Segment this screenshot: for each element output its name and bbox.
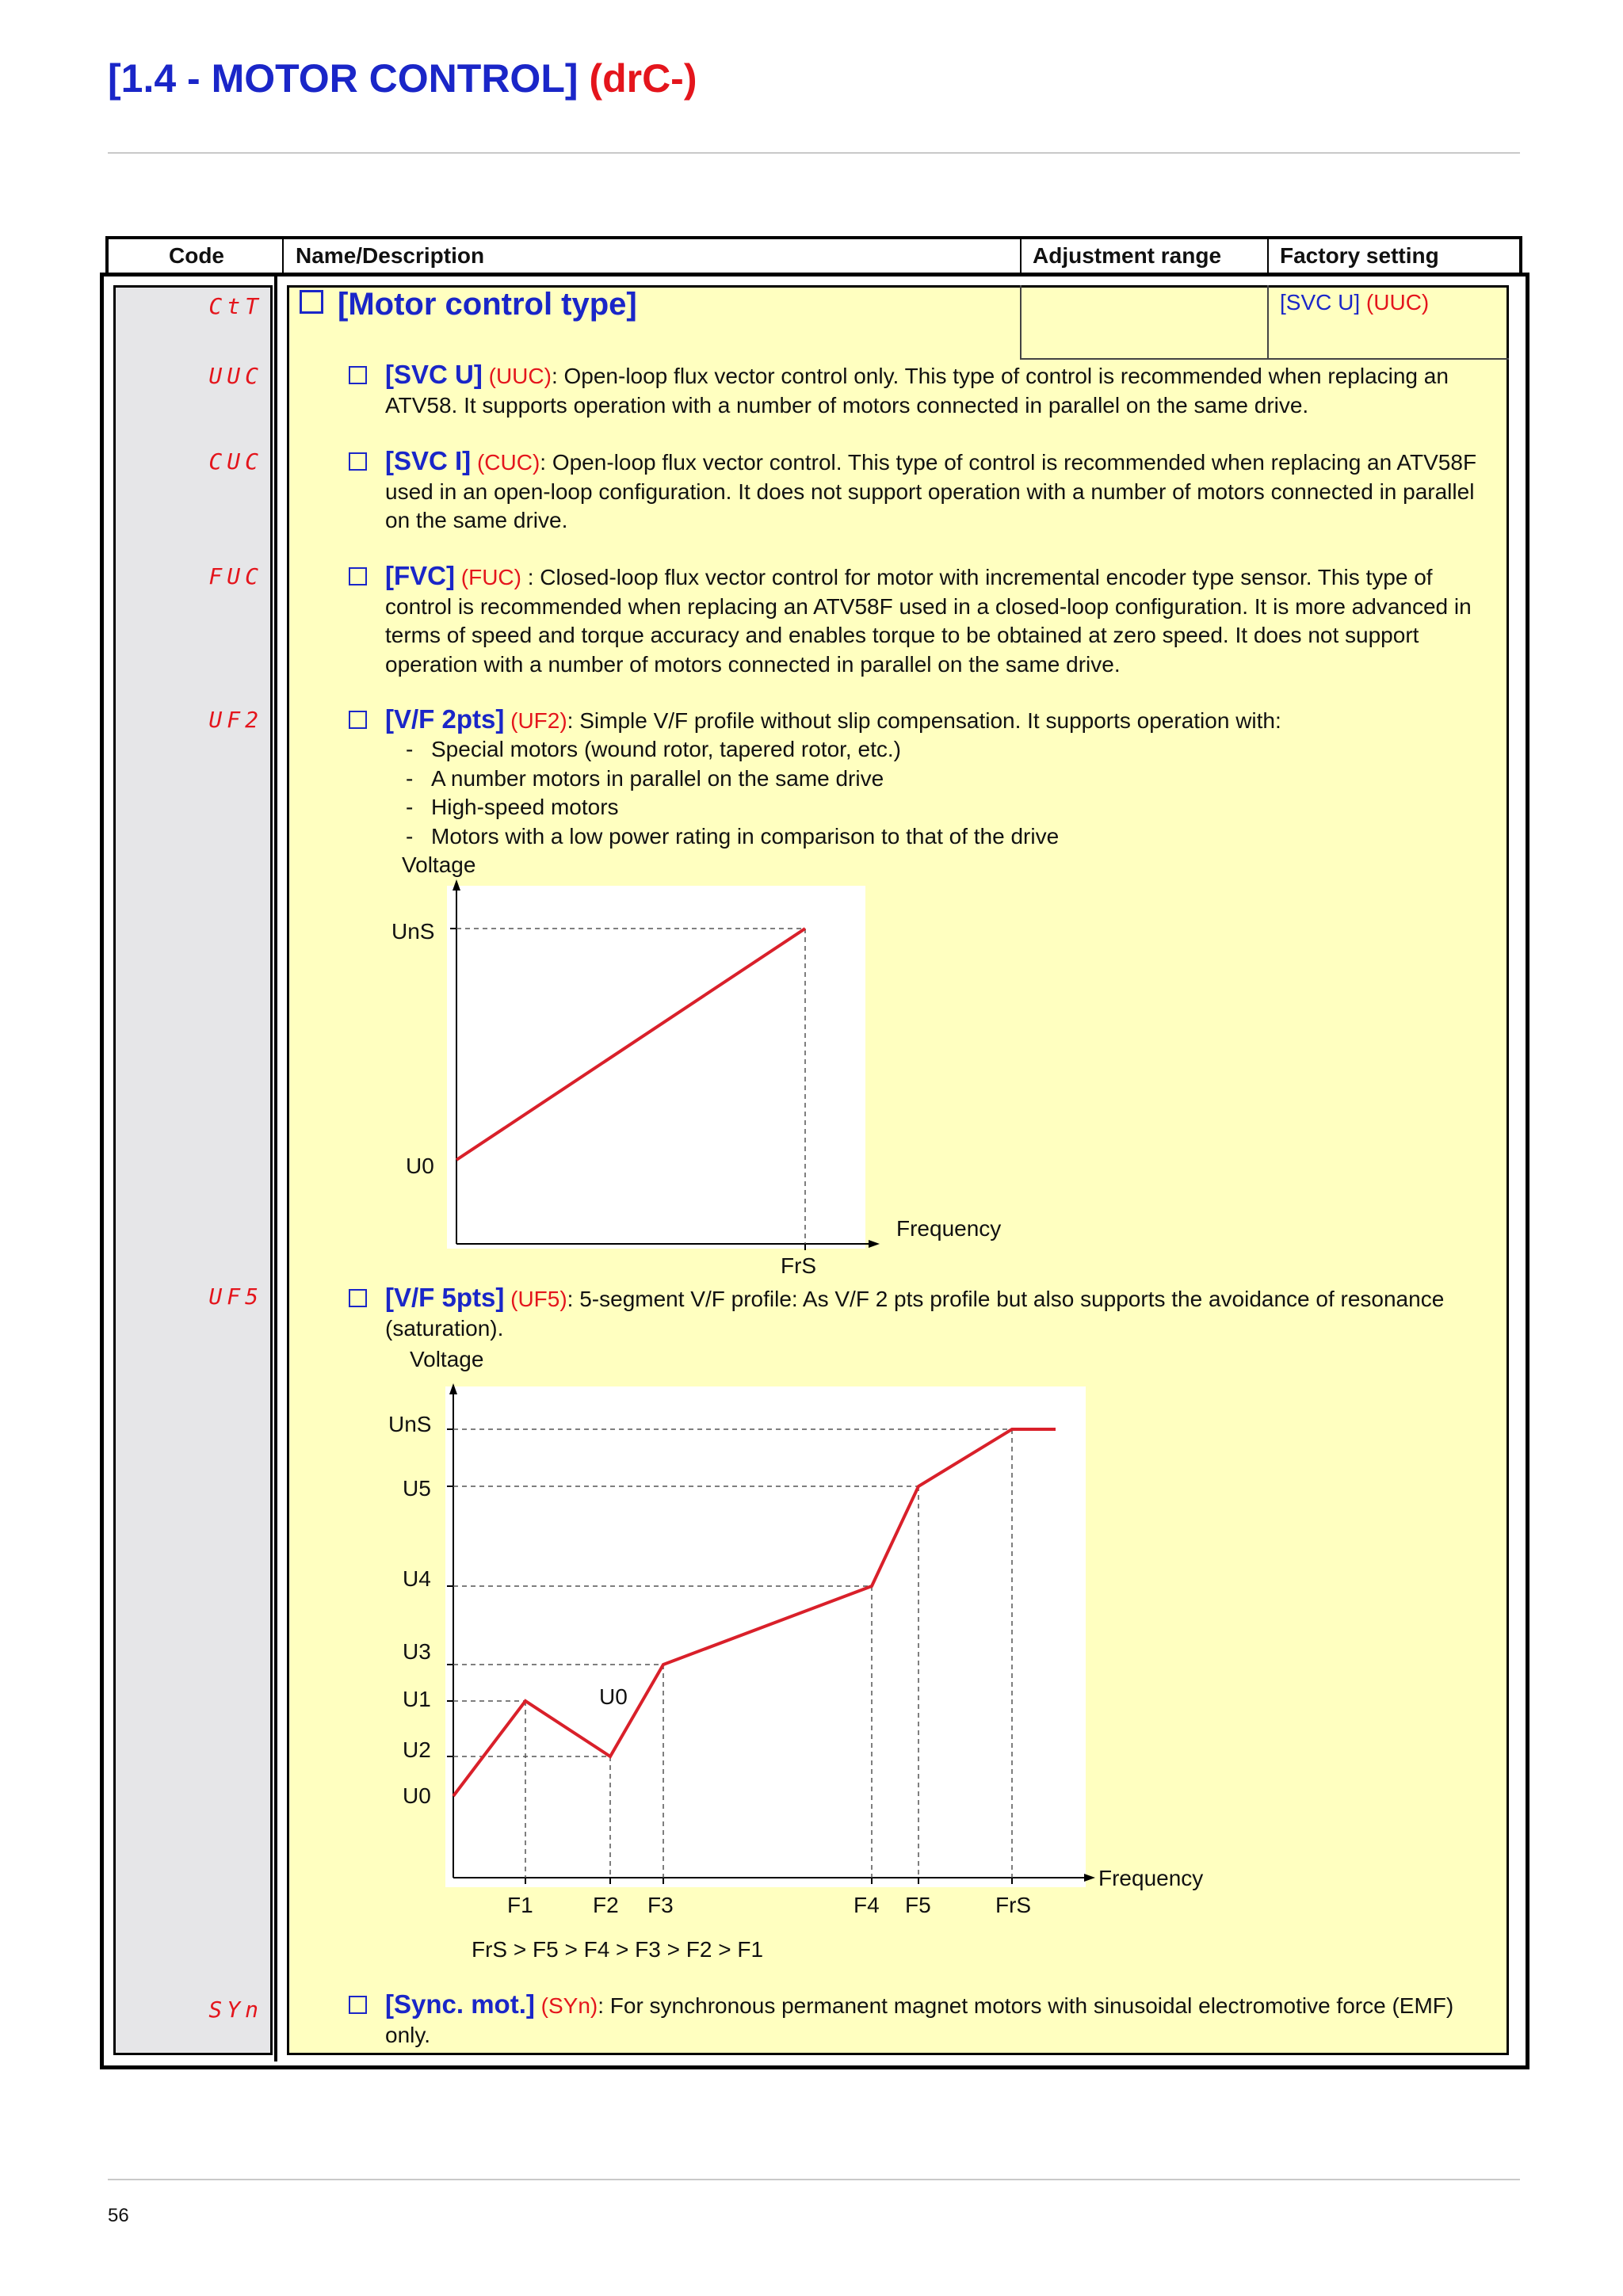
chart1-ytick-uns: UnS (391, 919, 435, 944)
parameter-name: [Motor control type] (338, 287, 637, 322)
page-title-text: [1.4 - MOTOR CONTROL] (108, 56, 579, 101)
chart2-ytick-u4: U4 (403, 1566, 431, 1591)
factory-code: (UUC) (1365, 290, 1430, 315)
option-text: : Open-loop flux vector control. This type of control is recommended when replacing an ATV58F used in an open-loop configuration. It does not support operation with a number of motors connected in parallel on the same drive. (385, 450, 1477, 532)
code-cuc: CUC (208, 448, 263, 475)
checkbox-icon (349, 1996, 367, 2014)
code-uf5: UF5 (208, 1283, 263, 1310)
header-divider (282, 239, 284, 273)
chart2-ytick-u0: U0 (403, 1783, 431, 1808)
parameter-title (300, 287, 637, 322)
chart2-xtick-f2: F2 (593, 1893, 619, 1917)
factory-value: [SVC U] (1280, 290, 1361, 315)
chart2-ytick-uns: UnS (388, 1412, 432, 1436)
option-text: : 5-segment V/F profile: As V/F 2 pts profile but also supports the avoidance of resonance (saturation). (385, 1287, 1445, 1341)
code-uf2: UF2 (208, 707, 263, 733)
option-name: [Sync. mot.] (385, 1989, 535, 2019)
option-abbr: (FUC) (460, 565, 521, 589)
option-abbr: (UF5) (510, 1287, 567, 1311)
header-name-description: Name/Description (296, 243, 485, 268)
option-name: [FVC] (385, 561, 455, 590)
frequency-order-relation: FrS > F5 > F4 > F3 > F2 > F1 (472, 1937, 764, 1962)
list-item: - Special motors (wound rotor, tapered rotor, etc.) (406, 737, 901, 761)
page-title-code: (drC-) (589, 56, 697, 101)
header-factory-setting: Factory setting (1280, 243, 1439, 268)
chart2-xtick-f1: F1 (507, 1893, 533, 1917)
chart2-xtick-f4: F4 (854, 1893, 880, 1917)
list-item: - High-speed motors (406, 795, 619, 819)
table-header (105, 236, 1522, 276)
chart2-ylabel: Voltage (410, 1347, 484, 1371)
chart1-xtick-frs: FrS (781, 1253, 817, 1278)
chart2-xtick-f3: F3 (647, 1893, 674, 1917)
chart2-xlabel: Frequency (1098, 1866, 1204, 1890)
chart2-ytick-u5: U5 (403, 1476, 431, 1501)
top-rule (108, 152, 1520, 154)
option-text: : Closed-loop flux vector control for motor with incremental encoder type sensor. This type of control is recommended when replacing an ATV58F used in a closed-loop configuration. It is more advanced in terms of speed and torque accuracy and enables torque to be obtained at zero speed. It does not support operation with a number of motors connected in parallel on the same drive. (385, 565, 1472, 677)
option-fvc (349, 562, 1499, 679)
option-name: [SVC U] (385, 360, 483, 389)
chart2-ytick-u2: U2 (403, 1737, 431, 1762)
option-vf-5pts (349, 1283, 1499, 1343)
code-uuc: UUC (208, 363, 263, 389)
chart1-ylabel: Voltage (402, 852, 476, 877)
checkbox-icon (349, 1289, 367, 1307)
option-name: [V/F 2pts] (385, 704, 505, 734)
option-text: : Open-loop flux vector control only. This type of control is recommended when replacing an ATV58. It supports operation with a number of motors connected in parallel on the same drive. (385, 364, 1449, 418)
uf2-bullet-list (406, 735, 1059, 851)
chart2-x-arrow-icon (1084, 1874, 1095, 1882)
chart1-x-arrow-icon (869, 1240, 880, 1248)
list-item: - A number motors in parallel on the same drive (406, 765, 884, 791)
bottom-rule (108, 2179, 1520, 2180)
code-syn: SYn (208, 1997, 263, 2023)
option-name: [V/F 5pts] (385, 1283, 505, 1312)
page-number: 56 (108, 2205, 129, 2226)
option-abbr: (UF2) (510, 708, 567, 733)
option-vf-2pts (349, 705, 1499, 736)
chart2-ytick-u1: U1 (403, 1687, 431, 1711)
factory-setting-value (1280, 290, 1429, 315)
code-fuc: FUC (208, 563, 263, 589)
chart2-ytick-u3: U3 (403, 1639, 431, 1664)
option-text: : Simple V/F profile without slip compensation. It supports operation with: (567, 708, 1281, 733)
option-sync-mot (349, 1990, 1499, 2050)
option-abbr: (UUC) (488, 364, 552, 388)
vf-5pts-chart (380, 1371, 1205, 1909)
option-svc-u (349, 360, 1499, 420)
chart2-xtick-f5: F5 (905, 1893, 931, 1917)
adjustment-range-cell (1020, 285, 1269, 360)
option-svc-i (349, 447, 1499, 536)
chart1-y-arrow-icon (453, 879, 460, 891)
parameter-checkbox-icon (300, 290, 323, 314)
checkbox-icon (349, 366, 367, 384)
header-code: Code (169, 243, 224, 268)
chart2-xtick-frs: FrS (995, 1893, 1032, 1917)
code-column (113, 285, 273, 2055)
header-divider (1020, 239, 1022, 273)
header-adjustment-range: Adjustment range (1033, 243, 1222, 268)
page-title (108, 55, 697, 101)
header-divider (1267, 239, 1269, 273)
option-name: [SVC I] (385, 446, 472, 475)
chart1-plot-bg (447, 886, 865, 1249)
checkbox-icon (349, 452, 367, 471)
chart2-annotation-u0: U0 (599, 1684, 628, 1709)
chart2-plot-bg (445, 1386, 1086, 1887)
code-ctt: CtT (208, 293, 263, 319)
option-abbr: (CUC) (476, 450, 540, 475)
checkbox-icon (349, 711, 367, 729)
option-abbr: (SYn) (540, 1993, 598, 2018)
chart1-ytick-u0: U0 (406, 1154, 434, 1178)
list-item: - Motors with a low power rating in comparison to that of the drive (406, 823, 1060, 849)
column-divider (274, 273, 277, 2061)
chart1-xlabel: Frequency (896, 1216, 1002, 1241)
checkbox-icon (349, 567, 367, 585)
option-text: : For synchronous permanent magnet motors with sinusoidal electromotive force (EMF) only. (385, 1993, 1454, 2047)
